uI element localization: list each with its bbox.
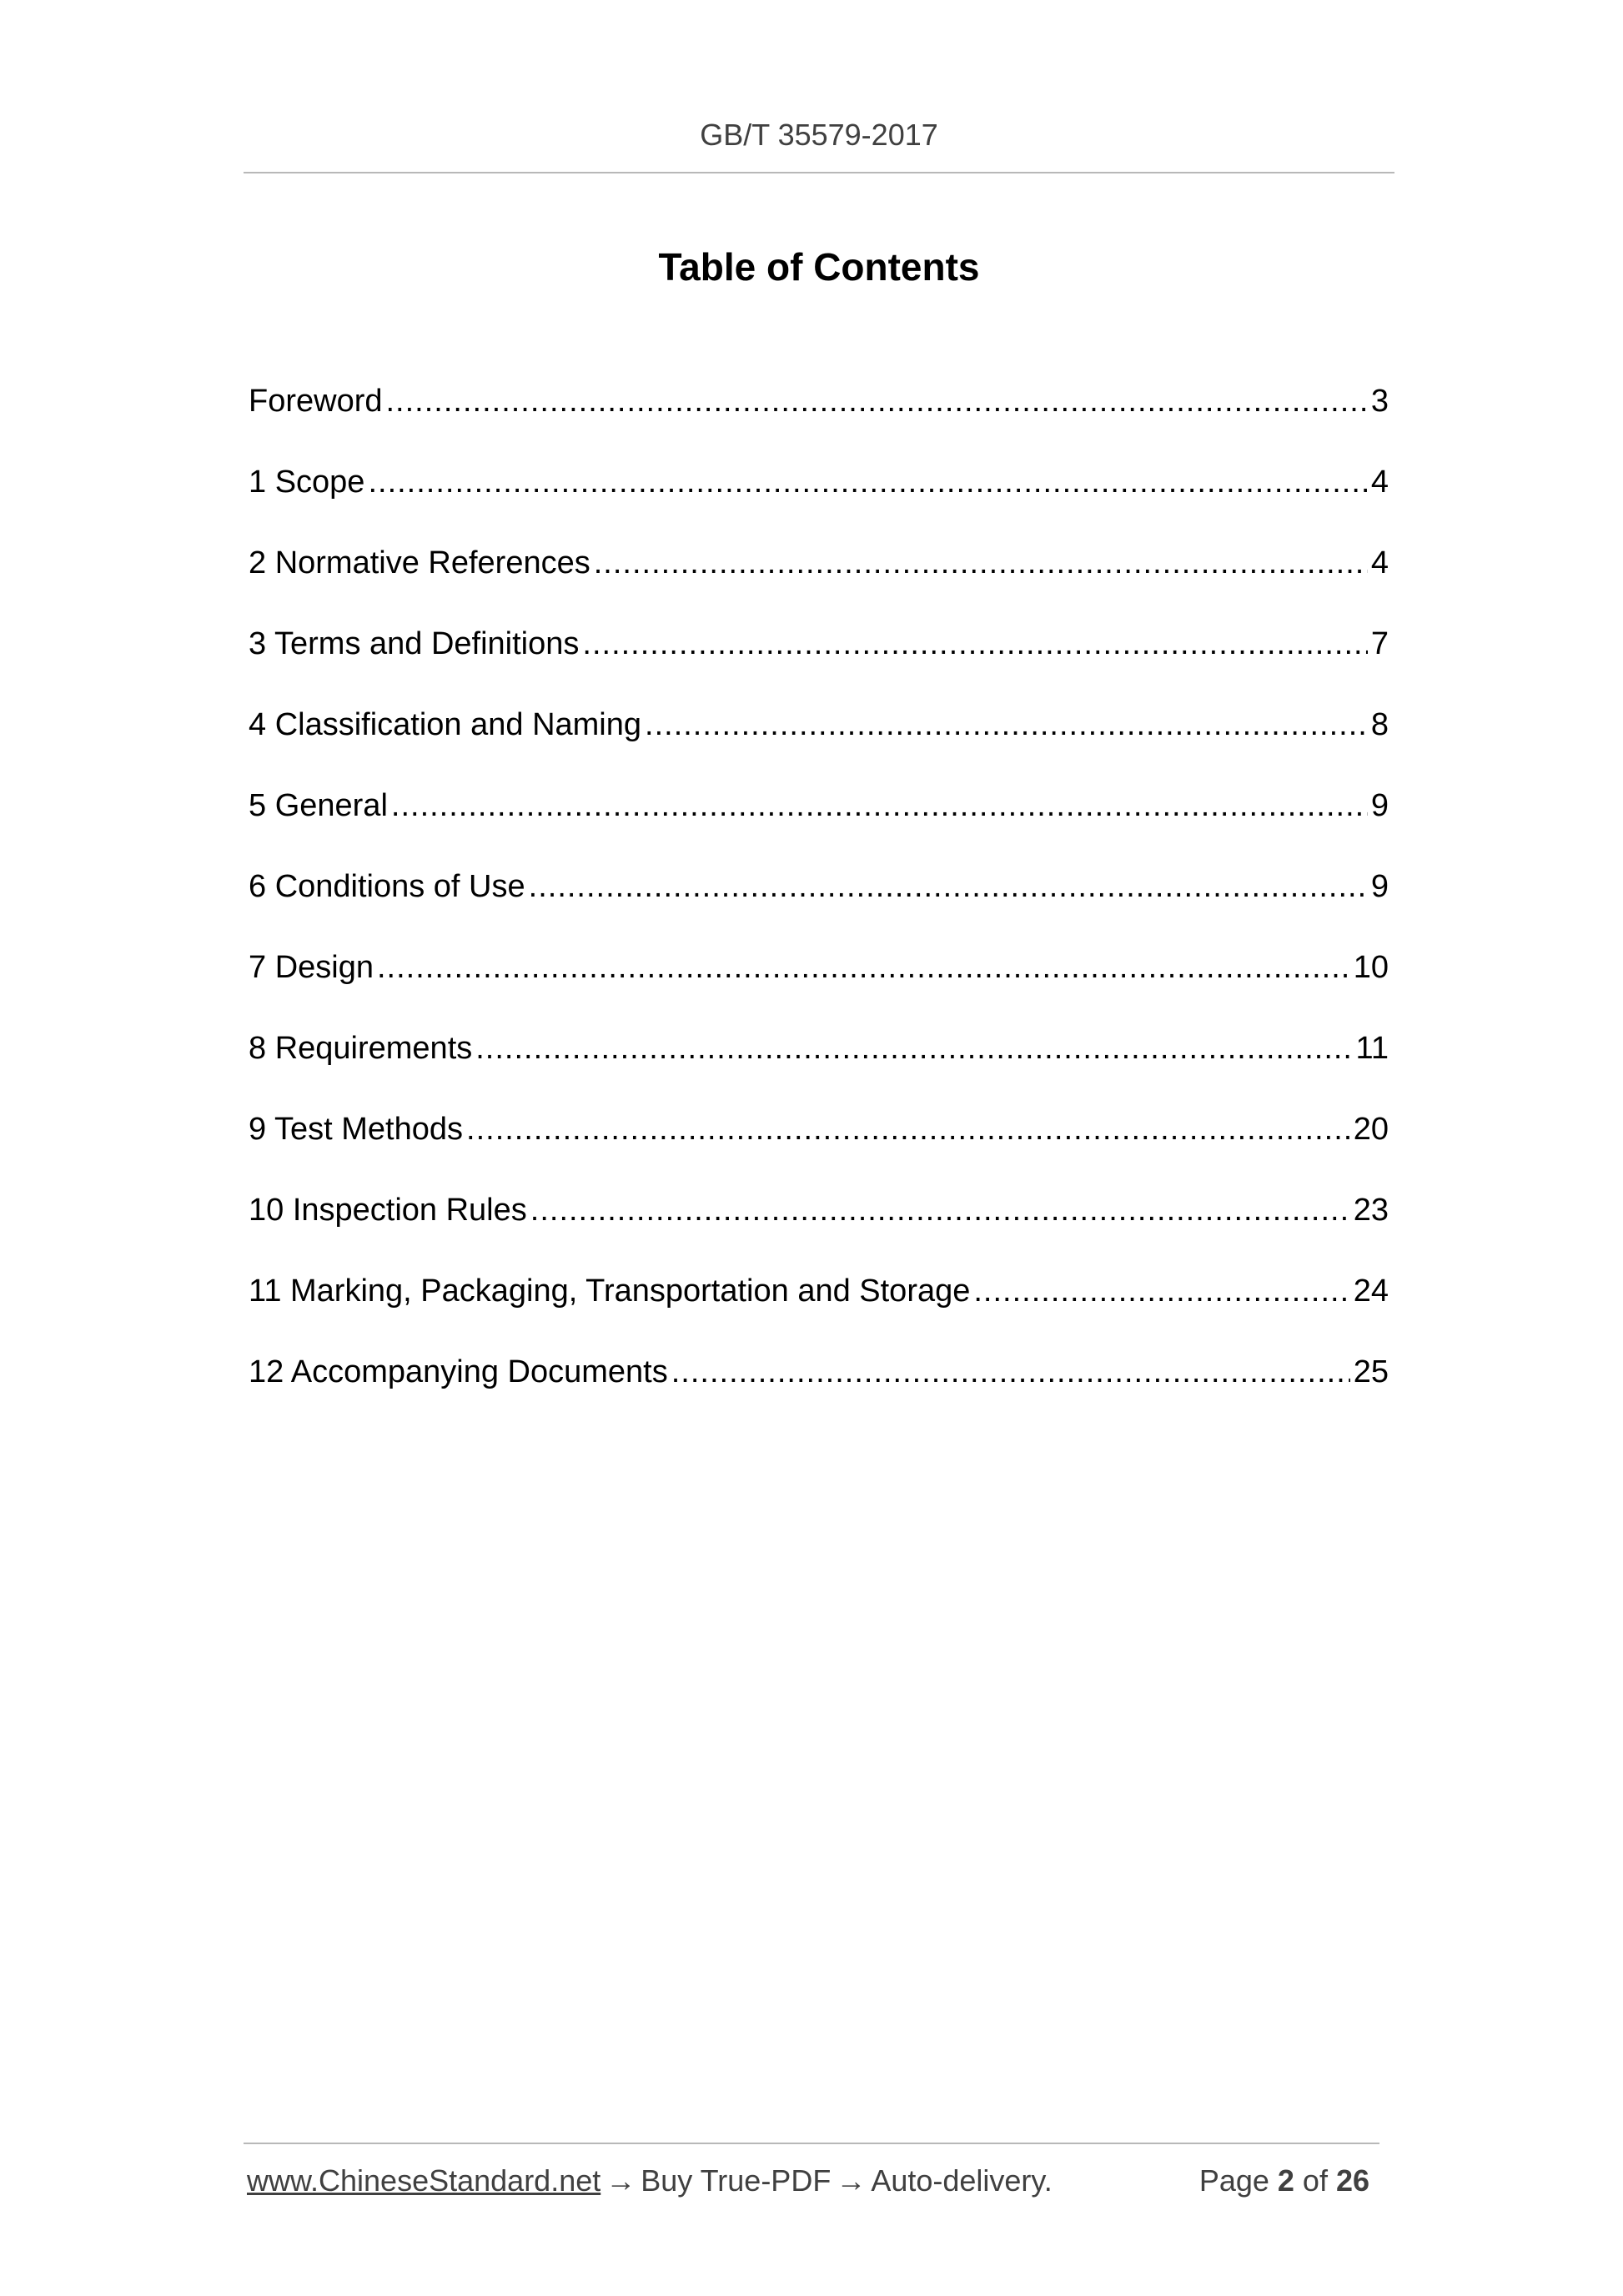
toc-title: Table of Contents xyxy=(658,245,980,289)
toc-entry-marking-packaging[interactable] xyxy=(249,1272,1389,1353)
dot-leader xyxy=(530,1191,1350,1229)
toc-entry-inspection-rules[interactable] xyxy=(249,1191,1389,1272)
toc-entry-normative-references[interactable] xyxy=(249,544,1389,625)
footer-promo xyxy=(247,2162,1053,2200)
dot-leader xyxy=(645,706,1368,744)
toc-entry-classification-and-naming[interactable] xyxy=(249,706,1389,786)
toc-entry-label: 4 Classification and Naming xyxy=(249,707,642,742)
toc-entry-accompanying-documents[interactable] xyxy=(249,1353,1389,1434)
toc-entry-page: 11 xyxy=(1355,1031,1389,1066)
toc-entry-page: 24 xyxy=(1353,1274,1389,1309)
toc-entry-label: Foreword xyxy=(249,384,383,419)
toc-entry-page: 10 xyxy=(1353,950,1389,985)
dot-leader xyxy=(582,625,1367,663)
toc-entry-page: 20 xyxy=(1353,1112,1389,1147)
document-id-header: GB/T 35579-2017 xyxy=(700,118,938,152)
footer-divider xyxy=(244,2143,1379,2144)
toc-entry-test-methods[interactable] xyxy=(249,1110,1389,1191)
buy-text: Buy True-PDF xyxy=(641,2163,832,2198)
dot-leader xyxy=(368,463,1367,501)
current-page-number: 2 xyxy=(1277,2163,1294,2198)
toc-entry-design[interactable] xyxy=(249,948,1389,1029)
arrow-right-icon: → xyxy=(836,2163,867,2198)
toc-entry-label: 5 General xyxy=(249,788,388,823)
toc-entry-foreword[interactable] xyxy=(249,382,1389,463)
toc-entry-page: 23 xyxy=(1353,1193,1389,1228)
toc-entry-page: 8 xyxy=(1370,707,1389,742)
toc-entry-conditions-of-use[interactable] xyxy=(249,867,1389,948)
site-link[interactable]: www.ChineseStandard.net xyxy=(247,2163,601,2198)
header-divider xyxy=(244,172,1394,173)
toc-entry-page: 9 xyxy=(1370,869,1389,904)
toc-entry-page: 3 xyxy=(1370,384,1389,419)
dot-leader xyxy=(594,544,1368,582)
toc-entry-requirements[interactable] xyxy=(249,1029,1389,1110)
toc-entry-label: 7 Design xyxy=(249,950,374,985)
dot-leader xyxy=(529,867,1368,906)
toc-entry-page: 7 xyxy=(1370,626,1389,661)
total-pages-number: 26 xyxy=(1335,2163,1369,2198)
dot-leader xyxy=(377,948,1350,987)
toc-entry-label: 1 Scope xyxy=(249,465,365,500)
arrow-right-icon: → xyxy=(605,2163,636,2198)
toc-entry-page: 4 xyxy=(1370,545,1389,580)
toc-entry-label: 12 Accompanying Documents xyxy=(249,1354,668,1389)
dot-leader xyxy=(973,1272,1349,1310)
delivery-text: Auto-delivery. xyxy=(871,2163,1053,2198)
page-number xyxy=(1199,2162,1378,2200)
toc-entry-page: 9 xyxy=(1370,788,1389,823)
toc-entry-terms-and-definitions[interactable] xyxy=(249,625,1389,706)
toc-entry-label: 10 Inspection Rules xyxy=(249,1193,527,1228)
of-word: of xyxy=(1302,2163,1328,2198)
toc-entry-scope[interactable] xyxy=(249,463,1389,544)
toc-entry-label: 3 Terms and Definitions xyxy=(249,626,580,661)
dot-leader xyxy=(466,1110,1350,1148)
toc-entry-label: 11 Marking, Packaging, Transportation and Storage xyxy=(249,1274,971,1309)
dot-leader xyxy=(671,1353,1350,1391)
toc-entry-label: 6 Conditions of Use xyxy=(249,869,525,904)
dot-leader xyxy=(391,786,1368,825)
dot-leader xyxy=(386,382,1368,420)
toc-entry-page: 25 xyxy=(1353,1354,1389,1389)
toc-entry-page: 4 xyxy=(1370,465,1389,500)
page-word: Page xyxy=(1198,2163,1269,2198)
toc-list xyxy=(249,382,1389,1434)
page-footer xyxy=(247,2162,1381,2203)
dot-leader xyxy=(475,1029,1352,1068)
toc-entry-label: 8 Requirements xyxy=(249,1031,473,1066)
toc-entry-label: 9 Test Methods xyxy=(249,1112,464,1147)
toc-entry-label: 2 Normative References xyxy=(249,545,590,580)
toc-entry-general[interactable] xyxy=(249,786,1389,867)
